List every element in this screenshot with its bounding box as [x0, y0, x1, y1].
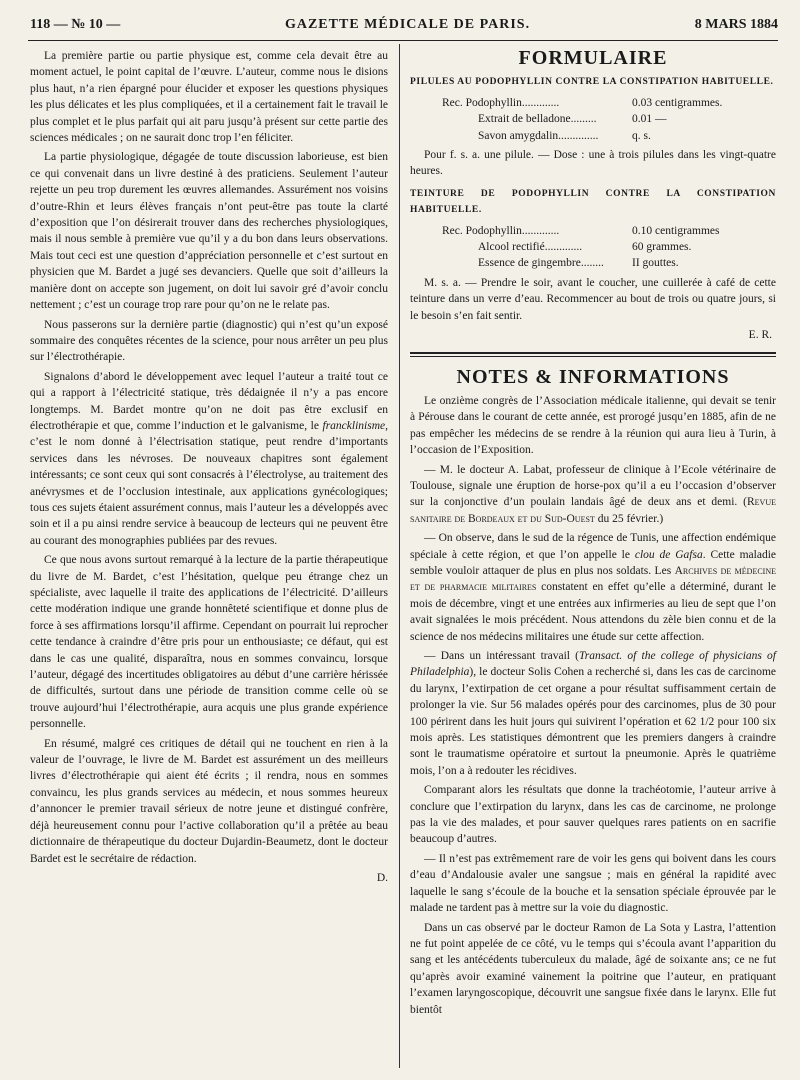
review-paragraph-6: En résumé, malgré ces critiques de détail qui ne touchent en rien à la valeur de l’ouvrage, le livre de M. Bardet est assurément un des meilleurs livres d’électrothérapie qui aient été écrits ; il rendra, nous en sommes convaincu, les plus grands services au médecin, et nous sommes heureux d’annoncer le premier travail sérieux de notre jeune et distingué confrère, déjà heureusement connu pour l’active collaboration qu’il a prêtée au beau dictionnaire de thérapeutique du docteur Dujardin-Beaumetz, dont le docteur Bardet est le secrétaire de rédaction.: [30, 737, 388, 865]
journal-reference: Transact. of the college of physicians of Philadelphia: [410, 650, 777, 679]
formula-1-dosage: Pour f. s. a. une pilule. — Dose : une à trois pilules dans les vingt-quatre heures.: [410, 149, 776, 178]
journal-reference: Archives de médecine et de pharmacie militaires: [410, 564, 776, 594]
review-signature: D.: [376, 871, 388, 884]
note-text: — M. le docteur A. Labat, professeur de clinique à l’Ecole vétérinaire de Toulouse, signale une éruption de horse-pox qu’il a eu l’occasion d’observer sur la conjonctive d’un poulain landais âgé de deux ans et demi. (: [410, 463, 776, 509]
note-text: du 25 février.): [594, 512, 664, 525]
note-clou-de-gafsa: [410, 530, 776, 645]
ingredient: Savon amygdalin..............: [478, 129, 599, 142]
right-column: [410, 48, 776, 1021]
note-text: . Cette maladie semble vouloir attaquer de plus en plus nos soldats. Les: [410, 548, 776, 577]
review-p4-text-b: , c’est le nom donné à l’électrisation statique, peut rendre d’importants services dans les névroses. De nouveaux chapitres sont également intéressants; ce sont ceux qui sont consacrés à l’électrolyse, au traitement des anévrysmes et de l’occlusion intestinale, aux applications gynécologiques; tous ces sujets étaient assurément connus, mais l’auteur les a développés avec soin et il a pu ainsi rendre service à beaucoup de lecteurs qui ne peuvent être au courant des monographies publiées par des revues.: [30, 419, 388, 547]
review-paragraph-3: Nous passerons sur la dernière partie (diagnostic) qui n’est qu’un exposé sommaire des conquêtes récentes de la science, pour nous arrêter un peu plus sur l’électrothérapie.: [30, 318, 388, 364]
formula-2-line: [442, 223, 776, 239]
note-italian-congress: Le onzième congrès de l’Association médicale italienne, qui devait se tenir à Pérouse dans le courant de cette année, est prorogé jusqu’en 1885, afin de ne pas empêcher les médecins de se rendre à la réunion qui aura lieu à Turin, à l’occasion de l’Exposition.: [410, 394, 776, 457]
review-paragraph-4: [30, 369, 388, 549]
journal-reference: Revue sanitaire de Bordeaux et du Sud-Ouest: [410, 496, 776, 525]
left-column: [30, 48, 388, 886]
note-leech-case: Dans un cas observé par le docteur Ramon de La Sota y Lastra, l’attention ne fut point appelée de ce côté, vu le temps qui s’écoula avant l’apparition du sang et les antécédents tuberculeux du malade, âgé de soixante ans; ce ne fut qu’après avoir examiné vainement la poitrine que l’auteur, en pratiquant l’examen laryngoscopique, découvrit une sangsue fixée dans le larynx. Elle fut bientôt: [410, 921, 776, 1016]
note-text: constatent en effet qu’elle a déterminé, durant le mois de décembre, vingt et une entrées aux infirmeries au lieu de sept que l’on avait signalées le mois précédent. Nous attendons du zèle bien connu et de la science de nos médecins militaires une étude sur cette affection.: [410, 581, 776, 643]
ingredient: Rec. Podophyllin.............: [442, 96, 560, 109]
quantity: 0.10 centigrammes: [632, 224, 720, 237]
formulaire-signature: E. R.: [748, 329, 772, 342]
disease-name: clou de Gafsa: [634, 548, 703, 561]
formula-2-line: [442, 255, 776, 271]
note-text: ), le docteur Solis Cohen a recherché si, dans les cas de carcinome du larynx, l’extirpation de cet organe a pour résultat suffisamment certain de prolonger la vie. Sur 56 malades opérés pour des carcinomes, plus de 30 pour 100 périrent dans les huit jours qui suivirent l’opération et 62 1/2 pour 100 six mois après. Les statistiques démontrent que les premiers dangers à craindre sont le traumatisme opératoire et surtout la pneumonie. Après le quatrième mois, l’on a à redouter les récidives.: [410, 666, 776, 777]
column-divider: [399, 44, 400, 1068]
note-text: — On observe, dans le sud de la régence de Tunis, une affection endémique spéciale à cette région, et que l’on appelle le: [410, 532, 776, 561]
quantity: 0.03 centigrammes.: [632, 96, 723, 109]
review-p4-text-a: Signalons d’abord le développement avec lequel l’auteur a traité tout ce qui a rapport à l’électricité statique, très dédaignée il n’y a pas encore longtemps. M. Bardet montre qu’on ne doit pas être exclusif en électrothérapie et que, comme l’induction et le galvanisme, le: [30, 370, 388, 432]
ingredient: Alcool rectifié.............: [478, 241, 583, 254]
note-horse-pox: [410, 462, 776, 528]
quantity: II gouttes.: [632, 257, 679, 270]
page-header: [30, 12, 778, 38]
review-paragraph-2: La partie physiologique, dégagée de toute discussion laborieuse, est bien ce qui convenait dans un livre destiné à des praticiens. Seulement l’auteur rejette un peu trop durement les œuvres allemandes. Assurément nos voisins d’outre-Rhin et leurs élèves français n’ont peut-être pas toute la clarté d’exposition que l’on désirerait trouver dans des recherches physiologiques, mais il nous semble à première vue qu’il y a du bon dans leurs observations. Mais tout ceci est une question d’appréciation personnelle et c’est surtout en physicien que M. Bardet a jugé ses devanciers. Quelle que soit d’ailleurs la manière dont on accepte son jugement, on doit lui savoir gré d’avoir conclu nettement ; c’est un courage trop rare pour qu’on ne le relate pas.: [30, 151, 388, 312]
issue-date: 8 MARS 1884: [694, 17, 778, 32]
ingredient: Essence de gingembre........: [478, 257, 604, 270]
review-paragraph-5: Ce que nous avons surtout remarqué à la lecture de la partie thérapeutique du livre de M. Bardet, c’est l’hésitation, quelque peu étrange chez un spécialiste, avec laquelle il traite des applications de l’électricité. D’ailleurs cette modération indique une grande honnêteté scientifique et donne plus de force à ses affirmations lorsqu’il affirme. Cependant on pourrait lui reprocher cette tendance à craindre d’être pris pour un enthousiaste; ce défaut, qui est dans le cas une qualité, disparaîtra, nous en sommes convaincu, lorsque l’auteur, dégagé des incertitudes obligatoires au début d’une carrière hérissée de difficultés, surtout dans une période de transition comme celle où se trouve aujourd’hui l’électrothérapie, aura acquis une plus grande expérience personnelle.: [30, 554, 388, 731]
quantity: 0.01 —: [632, 113, 667, 126]
formula-2-line: [442, 239, 776, 255]
formula-2-dosage: M. s. a. — Prendre le soir, avant le coucher, une cuillerée à café de cette teinture dans un verre d’eau. Recommencer au bout de trois ou quatre jours, si le besoin s’en fait sentir.: [410, 276, 776, 322]
notes-title: NOTES & INFORMATIONS: [456, 365, 730, 388]
formula-1-recipe: [442, 95, 776, 144]
note-tracheotomy: Comparant alors les résultats que donne la trachéotomie, l’auteur arrive à conclure que l’extirpation du larynx, dans les cas de carcinome, ne prolonge pas la vie des malades, et pour sauver quelques rares patients on en sacrifie beaucoup d’autres.: [410, 784, 776, 846]
formula-2-recipe: [442, 223, 776, 272]
formula-1-title: PILULES AU PODOPHYLLIN CONTRE LA CONSTIPATION HABITUELLE.: [410, 77, 774, 88]
formula-1-line: [442, 111, 776, 127]
quantity: q. s.: [632, 129, 651, 142]
review-paragraph-1: La première partie ou partie physique est, comme cela devait être au moment actuel, le point capital de l’œuvre. L’auteur, comme nous le disions plus haut, n’a rien épargné pour élucider et exposer les questions physiques les plus délicates et les plus compliquées, et il a certainement fait le travail le plus complet et le plus parfait qui ait paru jusqu’à présent sur cette partie des sciences médicales ; on ne saurait donc trop l’en féliciter.: [30, 50, 388, 145]
formula-2-title: TEINTURE DE PODOPHYLLIN CONTRE LA CONSTIPATION HABITUELLE.: [410, 188, 776, 216]
formula-1-line: [442, 128, 776, 144]
ingredient: Extrait de belladone.........: [478, 113, 597, 126]
note-larynx-carcinoma: [410, 648, 776, 779]
header-rule: [28, 40, 778, 41]
formula-1-line: [442, 95, 776, 111]
formulaire-title: FORMULAIRE: [518, 47, 668, 69]
note-text: — Dans un intéressant travail (: [424, 650, 580, 662]
journal-title: GAZETTE MÉDICALE DE PARIS.: [284, 17, 531, 32]
review-p4-term: francklinisme: [322, 419, 386, 432]
note-leech: — Il n’est pas extrêmement rare de voir les gens qui boivent dans les cours d’eau d’Andalousie avaler une sangsue ; mais en général la rapidité avec laquelle le sang s’écoule de la bouche et la sensation spéciale éprouvée par le malade ne tardent pas à mettre sur la voie du diagnostic.: [410, 852, 776, 915]
quantity: 60 grammes.: [632, 241, 692, 254]
ingredient: Rec. Podophyllin.............: [442, 224, 560, 237]
section-separator: [410, 352, 776, 357]
page-number: 118 — № 10 —: [30, 17, 121, 32]
